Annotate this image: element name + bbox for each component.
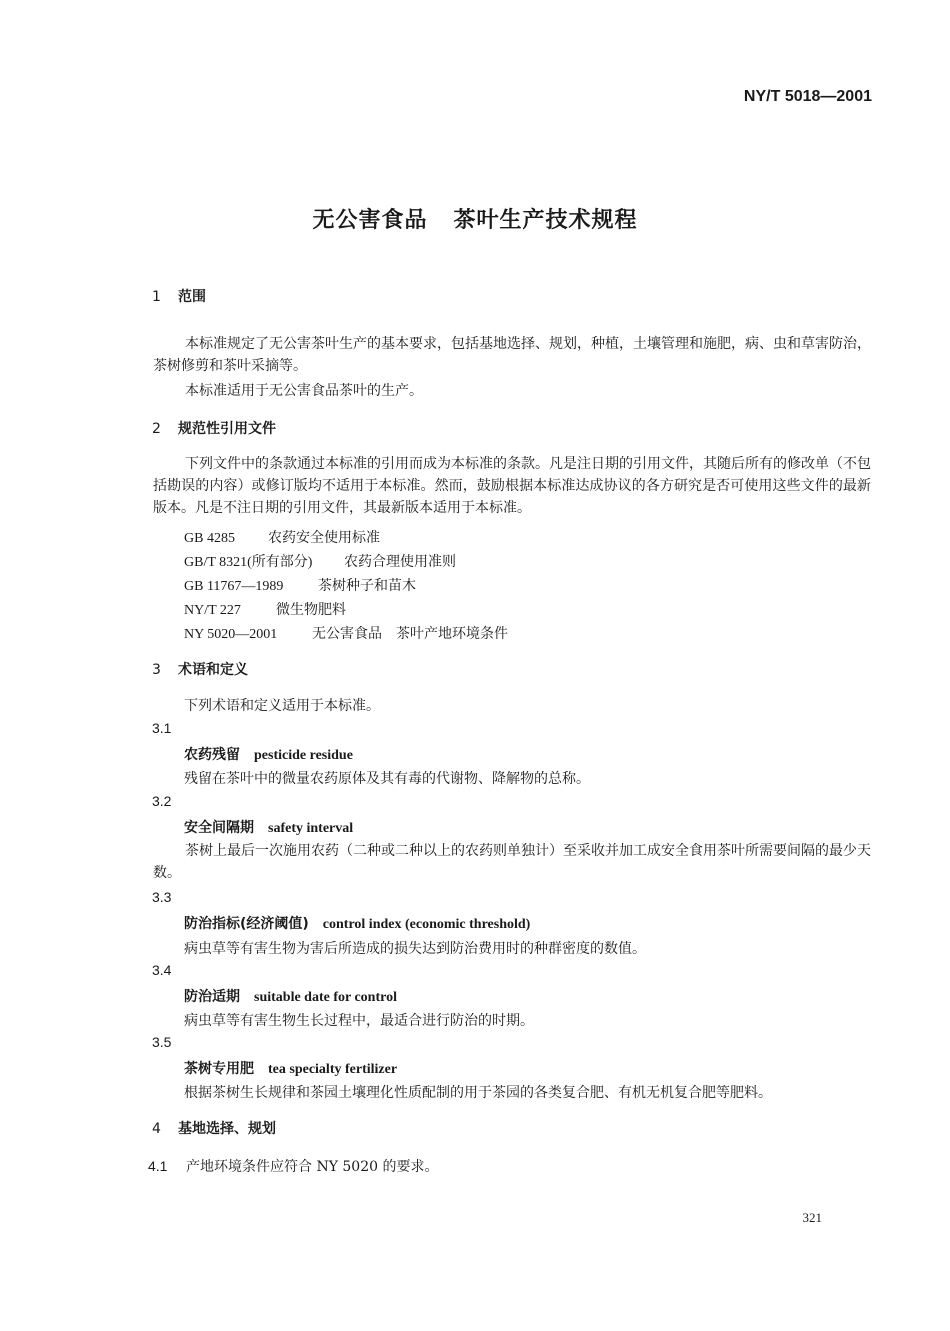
section-3-heading <box>152 659 248 679</box>
term-definition: 根据茶树生长规律和茶园土壤理化性质配制的用于茶园的各类复合肥、有机无机复合肥等肥料。 <box>184 1085 772 1101</box>
reference-item <box>184 551 456 571</box>
term-number: 3.1 <box>152 720 172 736</box>
item-number: 4.1 <box>148 1158 168 1174</box>
section-2-heading <box>152 418 276 438</box>
reference-code: NY/T 227 <box>184 603 241 618</box>
term-definition: 茶树上最后一次施用农药（二种或二种以上的农药则单独计）至采收并加工成安全食用茶叶所需要间隔的最少天数。 <box>153 843 871 881</box>
section-title: 范围 <box>178 289 206 305</box>
standard-number: NY/T 5018—2001 <box>743 88 872 105</box>
reference-title: 茶树种子和苗木 <box>318 578 416 594</box>
title-part-2: 茶叶生产技术规程 <box>453 208 638 233</box>
section-4-item-1 <box>148 1156 438 1176</box>
reference-item <box>184 623 508 643</box>
section-4-heading <box>152 1118 276 1138</box>
section-title: 术语和定义 <box>178 662 248 678</box>
reference-item <box>184 575 416 595</box>
section-title: 基地选择、规划 <box>178 1121 276 1137</box>
term-english: tea specialty fertilizer <box>268 1062 398 1077</box>
term-english: suitable date for control <box>254 990 397 1005</box>
term-chinese: 农药残留 <box>184 747 240 763</box>
reference-item <box>184 527 380 547</box>
reference-item <box>184 599 346 619</box>
term-number: 3.3 <box>152 889 172 905</box>
reference-title: 无公害食品 茶叶产地环境条件 <box>312 626 508 642</box>
reference-title: 微生物肥料 <box>276 602 346 618</box>
title-part-1: 无公害食品 <box>312 208 428 233</box>
section-1-heading <box>152 286 206 306</box>
term-heading <box>184 817 353 837</box>
term-definition: 病虫草等有害生物生长过程中，最适合进行防治的时期。 <box>184 1013 534 1029</box>
term-definition: 残留在茶叶中的微量农药原体及其有毒的代谢物、降解物的总称。 <box>184 771 590 787</box>
reference-code: GB 4285 <box>184 531 235 546</box>
term-heading <box>184 744 353 764</box>
reference-code: GB/T 8321(所有部分) <box>184 555 313 570</box>
page-number: 321 <box>802 1210 822 1225</box>
section-title: 规范性引用文件 <box>178 421 276 437</box>
term-heading <box>184 1058 397 1078</box>
term-chinese: 茶树专用肥 <box>184 1061 254 1077</box>
term-chinese: 防治适期 <box>184 989 240 1005</box>
section-2-paragraph-1: 下列文件中的条款通过本标准的引用而成为本标准的条款。凡是注日期的引用文件，其随后所有的修改单（不包括勘误的内容）或修订版均不适用于本标准。然而，鼓励根据本标准达成协议的各方研究是否可使用这些文件的最新版本。凡是不注日期的引用文件，其最新版本适用于本标准。 <box>153 456 871 516</box>
term-definition: 病虫草等有害生物为害后所造成的损失达到防治费用时的种群密度的数值。 <box>184 941 646 957</box>
reference-title: 农药合理使用准则 <box>344 554 456 570</box>
term-english: pesticide residue <box>254 748 353 763</box>
reference-code: NY 5020—2001 <box>184 627 278 642</box>
term-english: control index (economic threshold) <box>322 917 531 932</box>
section-number: 1 <box>152 289 161 305</box>
term-number: 3.5 <box>152 1034 172 1050</box>
section-number: 3 <box>152 662 161 678</box>
section-1-paragraph-1: 本标准规定了无公害茶叶生产的基本要求，包括基地选择、规划，种植，土壤管理和施肥，病、虫和草害防治，茶树修剪和茶叶采摘等。 <box>153 336 871 374</box>
document-title <box>0 203 950 234</box>
term-heading <box>184 913 530 933</box>
term-heading <box>184 986 397 1006</box>
item-text: 产地环境条件应符合 NY 5020 的要求。 <box>186 1159 439 1175</box>
term-english: safety interval <box>268 821 354 836</box>
term-number: 3.4 <box>152 962 172 978</box>
term-number: 3.2 <box>152 793 172 809</box>
section-3-intro: 下列术语和定义适用于本标准。 <box>184 698 380 714</box>
section-number: 2 <box>152 421 161 437</box>
section-number: 4 <box>152 1121 161 1137</box>
term-chinese: 防治指标(经济阈值) <box>184 916 309 932</box>
section-1-paragraph-2: 本标准适用于无公害食品茶叶的生产。 <box>185 383 423 399</box>
reference-code: GB 11767—1989 <box>184 579 284 594</box>
reference-title: 农药安全使用标准 <box>268 530 380 546</box>
term-chinese: 安全间隔期 <box>184 820 254 836</box>
